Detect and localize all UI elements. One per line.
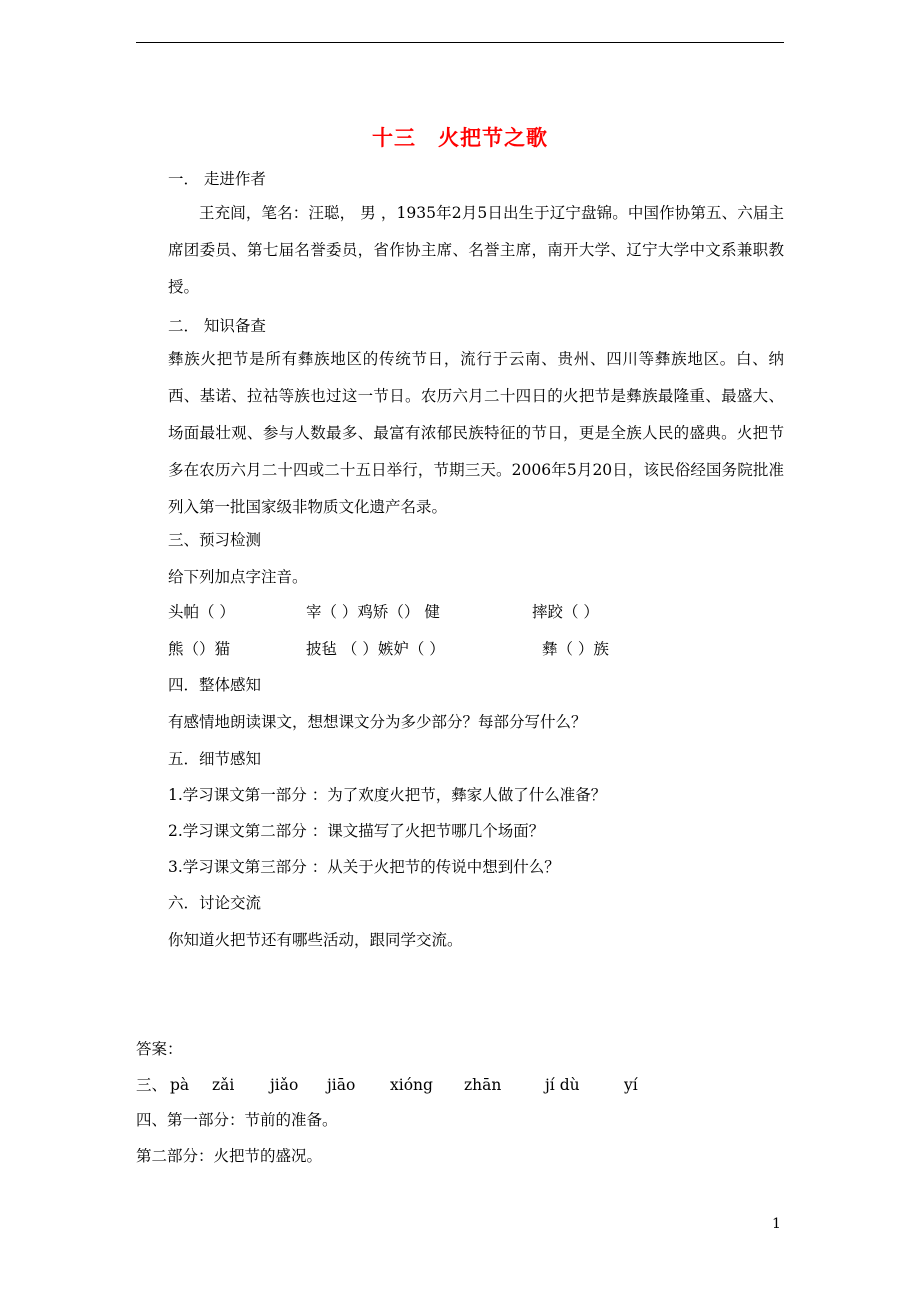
section-6-text: 你知道火把节还有哪些活动，跟同学交流。 (168, 931, 463, 949)
pinyin-item: zǎi (212, 1076, 235, 1094)
pinyin-item: yí (624, 1076, 638, 1094)
header-rule (136, 42, 784, 43)
answer-line: 四、第一部分：节前的准备。 (136, 1111, 338, 1129)
section-3-heading: 三、预习检测 (168, 531, 262, 549)
pinyin-prefix: 三、 (136, 1076, 168, 1094)
question-item: 3.学习课文第三部分 ：从关于火把节的传说中想到什么？ (168, 858, 560, 876)
exercise-item: 头帕（ ） (168, 603, 235, 621)
page-title: 十三 火把节之歌 (372, 125, 548, 150)
pinyin-item: xióng (390, 1076, 433, 1094)
exercise-item: 彝（ ）族 (542, 640, 609, 658)
section-3-instruction: 给下列加点字注音。 (168, 568, 308, 586)
section-4-text: 有感情地朗读课文，想想课文分为多少部分？每部分写什么？ (168, 713, 587, 731)
section-6-heading: 六．讨论交流 (168, 894, 262, 912)
section-4-heading: 四．整体感知 (168, 676, 262, 694)
pinyin-item: jí dù (545, 1076, 580, 1094)
pinyin-item: jiǎo (270, 1076, 299, 1094)
pinyin-item: pà (170, 1076, 190, 1094)
section-1-heading: 一． 走进作者 (168, 170, 266, 188)
section-2-heading: 二． 知识备查 (168, 317, 266, 335)
pinyin-answers (0, 1074, 920, 1096)
exercise-item: 熊（）猫 (168, 640, 231, 658)
exercise-item: 宰（ ）鸡矫（） 健 (306, 603, 440, 621)
pinyin-item: zhān (464, 1076, 502, 1094)
question-item: 1.学习课文第一部分 ：为了欢度火把节，彝家人做了什么准备？ (168, 786, 607, 804)
section-5-heading: 五．细节感知 (168, 750, 262, 768)
section-1-text: 王充闾，笔名：汪聪， 男 ，1935年2月5日出生于辽宁盘锦。中国作协第五、六届主席团委员、第七届名誉委员，省作协主席、名誉主席，南开大学、辽宁大学中文系兼职教授。 (168, 204, 784, 296)
question-item: 2.学习课文第二部分 ：课文描写了火把节哪几个场面？ (168, 822, 545, 840)
answers-label: 答案： (136, 1040, 183, 1058)
pinyin-item: jiāo (327, 1076, 356, 1094)
page-number: 1 (772, 1216, 781, 1232)
exercise-item: 摔跤（ ） (532, 603, 599, 621)
exercise-item: 披毡 （ ）嫉妒（ ） (306, 640, 445, 658)
section-2-text: 彝族火把节是所有彝族地区的传统节日，流行于云南、贵州、四川等彝族地区。白、纳西、基诺、拉祜等族也过这一节日。农历六月二十四日的火把节是彝族最隆重、最盛大、场面最壮观、参与人数最多、最富有浓郁民族特征的节日，更是全族人民的盛典。火把节多在农历六月二十四或二十五日举行，节期三天。2006年5月20日，该民俗经国务院批准列入第一批国家级非物质文化遗产名录。 (168, 350, 784, 516)
answer-line: 第二部分：火把节的盛况。 (136, 1147, 323, 1165)
